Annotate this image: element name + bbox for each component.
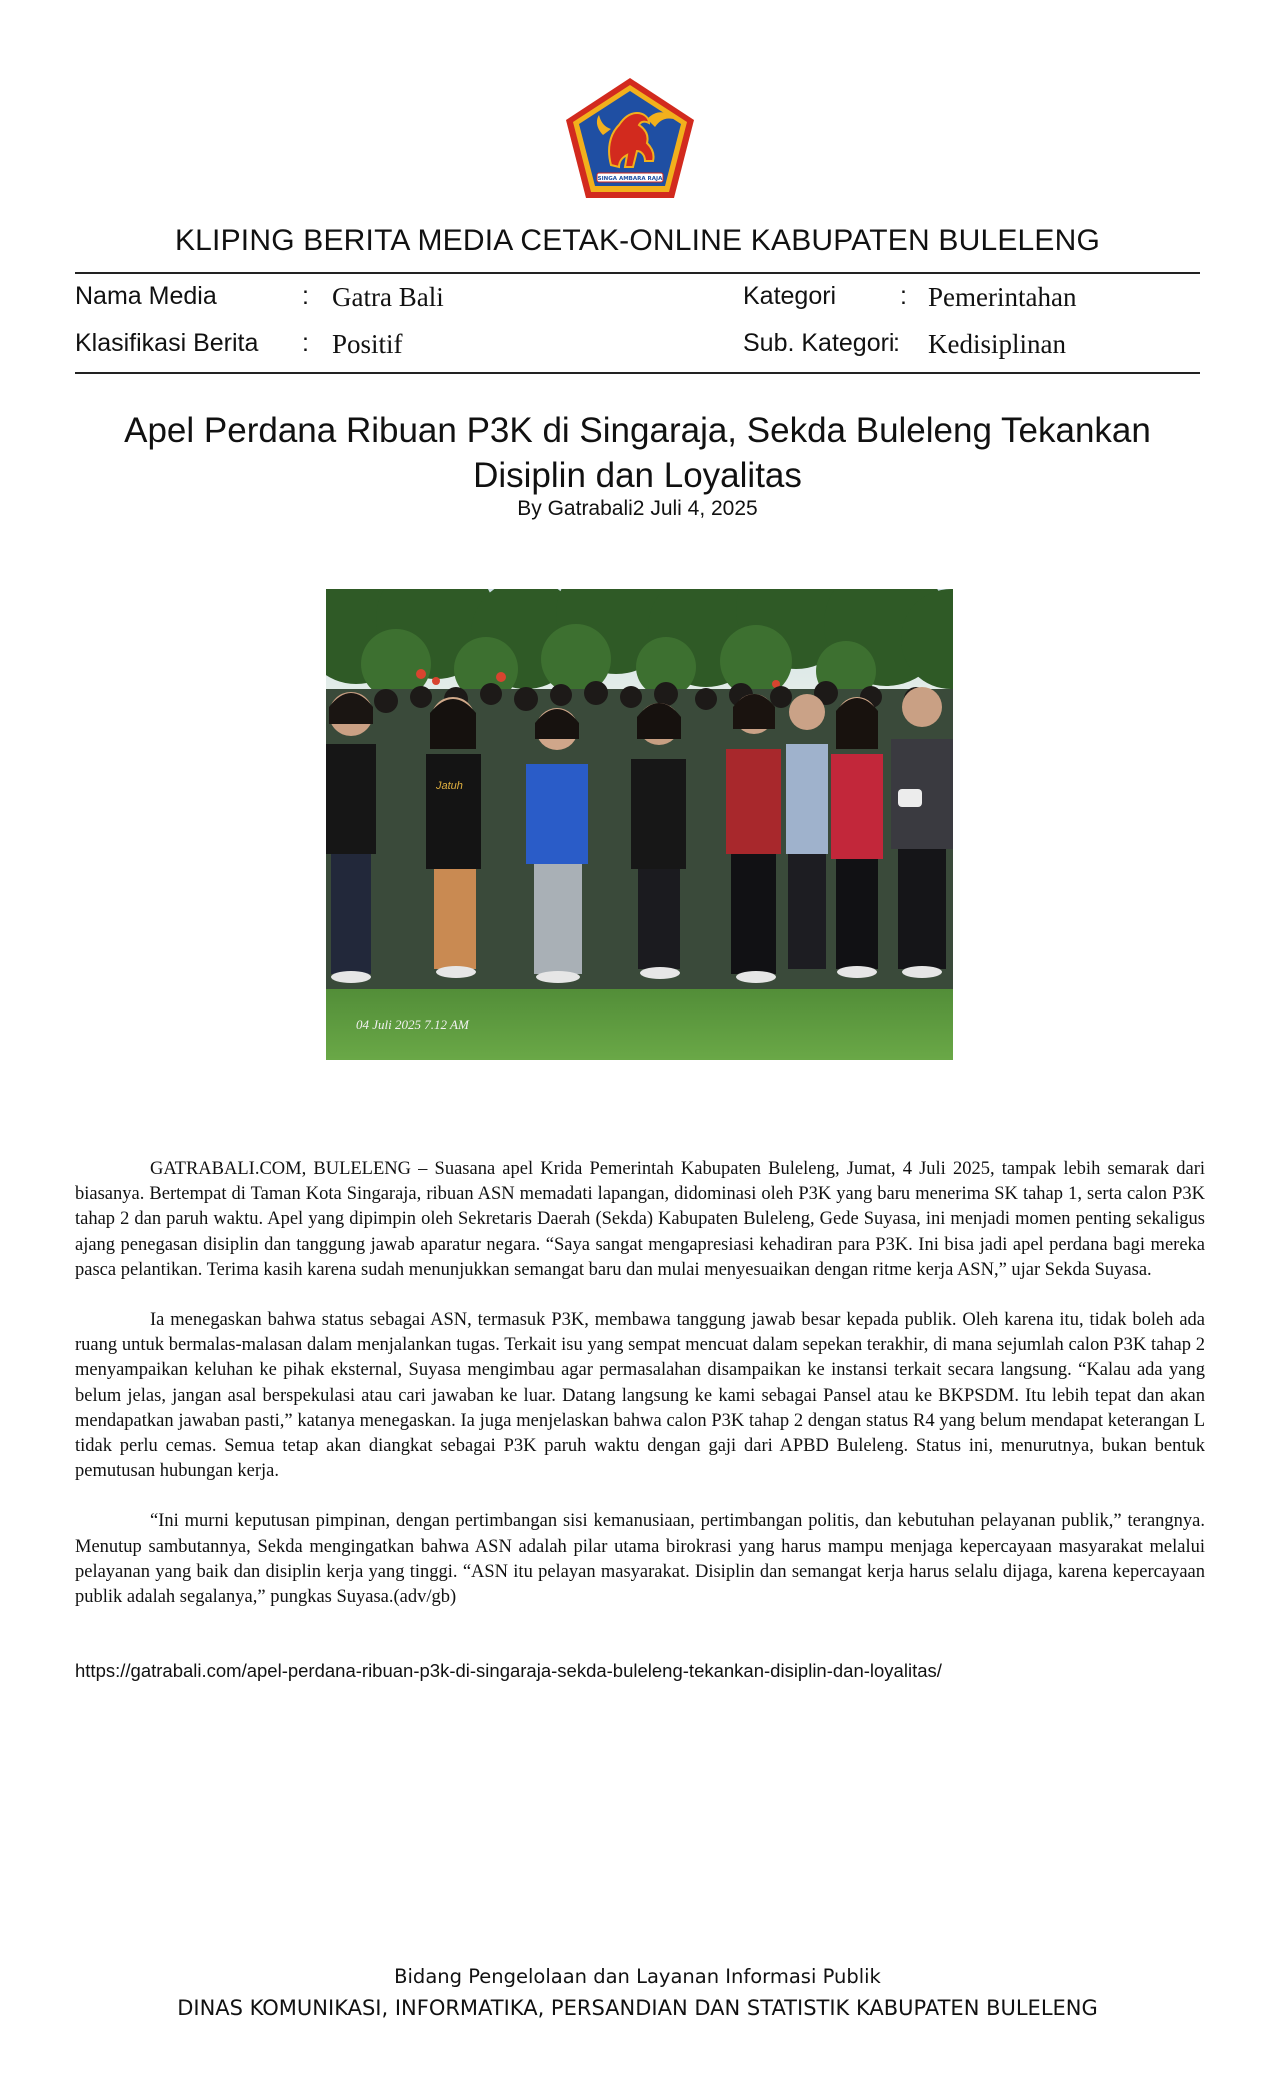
article-paragraph: “Ini murni keputusan pimpinan, dengan pertimbangan sisi kemanusiaan, pertimbangan politis, dan kebutuhan pelayanan publik,” terangnya. Menutup sambutannya, Sekda mengingatkan bahwa ASN adalah pilar utama birokrasi yang harus mampu menjaga kepercayaan masyarakat melalui pelayanan yang baik dan disiplin kerja yang tinggi. “ASN itu pelayan masyarakat. Disiplin dan semangat kerja harus selalu dijaga, karena kepercayaan publik adalah segalanya,” pungkas Suyasa.(adv/gb) xyxy=(75,1511,1205,1608)
photo-timestamp: 04 Juli 2025 7.12 AM xyxy=(356,1017,469,1032)
media-name-colon: : xyxy=(302,282,309,310)
divider-bottom xyxy=(75,372,1200,374)
article-paragraph: GATRABALI.COM, BULELENG – Suasana apel Krida Pemerintah Kabupaten Buleleng, Jumat, 4 Juli 2025, tampak lebih semarak dari biasanya. Bertempat di Taman Kota Singaraja, ribuan ASN memadati lapangan, didominasi oleh P3K yang baru menerima SK tahap 1, serta calon P3K tahap 2 dan paruh waktu. Apel yang dipimpin oleh Sekretaris Daerah (Sekda) Kabupaten Buleleng, Gede Suyasa, ini menjadi momen penting sekaligus ajang penegasan disiplin dan tanggung jawab aparatur negara. “Saya sangat mengapresiasi kehadiran para P3K. Ini bisa jadi apel perdana bagi mereka pasca pelantikan. Terima kasih karena sudah menunjukkan semangat baru dan mulai menyesuaikan dengan ritme kerja ASN,” ujar Sekda Suyasa. xyxy=(75,1159,1205,1280)
article-body xyxy=(75,1157,1205,1635)
crest-motto: SINGA AMBARA RAJA xyxy=(597,176,663,182)
classification-value: Positif xyxy=(332,329,403,359)
category-colon: : xyxy=(900,282,907,310)
source-link[interactable]: https://gatrabali.com/apel-perdana-ribuan-p3k-di-singaraja-sekda-buleleng-tekankan-disiplin-dan-loyalitas/ xyxy=(75,1660,942,1681)
article-photo xyxy=(326,589,953,1060)
media-name-label: Nama Media xyxy=(75,282,217,310)
article-byline: By Gatrabali2 Juli 4, 2025 xyxy=(517,497,758,520)
subcategory-label: Sub. Kategori xyxy=(743,329,895,357)
category-value: Pemerintahan xyxy=(928,282,1077,312)
regency-crest-lion-icon xyxy=(563,75,697,201)
svg-text:Jatuh: Jatuh xyxy=(436,780,463,792)
article-headline: Apel Perdana Ribuan P3K di Singaraja, Sekda Buleleng Tekankan Disiplin dan Loyalitas xyxy=(124,411,1151,495)
category-label: Kategori xyxy=(743,282,837,310)
subcategory-colon: : xyxy=(893,329,900,357)
article-paragraph: Ia menegaskan bahwa status sebagai ASN, termasuk P3K, membawa tanggung jawab besar kepada publik. Oleh karena itu, tidak boleh ada ruang untuk bermalas-malasan dalam menjalankan tugas. Terkait isu yang sempat mencuat dalam sepekan terakhir, di mana sejumlah calon P3K tahap 2 menyampaikan keluhan ke pihak eksternal, Suyasa mengimbau agar permasalahan disampaikan ke instansi terkait secara langsung. “Kalau ada yang belum jelas, jangan asal berspekulasi atau cari jawaban ke luar. Datang langsung ke kami sebagai Pansel atau ke BKPSDM. Itu lebih tepat dan akan mendapatkan jawaban pasti,” katanya menegaskan. Ia juga menjelaskan bahwa calon P3K tahap 2 dengan status R4 yang belum mendapat keterangan L tidak perlu cemas. Semua tetap akan diangkat sebagai P3K paruh waktu dengan gaji dari APBD Buleleng. Status ini, menurutnya, bukan bentuk pemutusan hubungan kerja. xyxy=(75,1310,1205,1482)
media-name-value: Gatra Bali xyxy=(332,282,444,312)
clipping-title: KLIPING BERITA MEDIA CETAK-ONLINE KABUPATEN BULELENG xyxy=(174,224,1101,257)
footer-division: Bidang Pengelolaan dan Layanan Informasi Publik xyxy=(394,1965,881,1988)
classification-label: Klasifikasi Berita xyxy=(75,329,259,357)
classification-colon: : xyxy=(302,329,309,357)
footer-agency: DINAS KOMUNIKASI, INFORMATIKA, PERSANDIAN DAN STATISTIK KABUPATEN BULELENG xyxy=(177,1996,1098,2020)
divider-top xyxy=(75,272,1200,274)
subcategory-value: Kedisiplinan xyxy=(928,329,1066,359)
